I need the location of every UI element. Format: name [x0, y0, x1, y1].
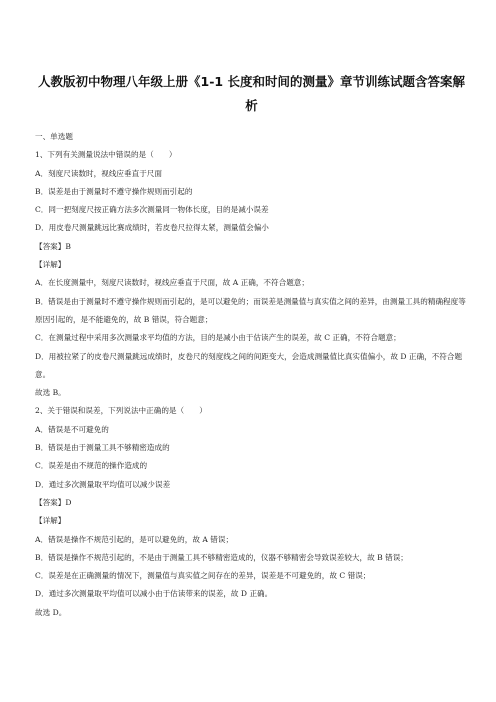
- title-line-1: 人教版初中物理八年级上册《1-1 长度和时间的测量》章节训练试题含答案解: [38, 74, 465, 89]
- conclusion: 故选 D。: [35, 607, 67, 617]
- question-stem: 1、下列有关测量说法中错误的是（ ）: [35, 150, 177, 160]
- explanation-b: B．错误是由于测量时不遵守操作规则而引起的，是可以避免的；而误差是测量值与真实值之间的差异，由测量工具的精确程度等原因引起的，是不能避免的，故 B 错误，符合题意；: [35, 296, 466, 324]
- option-c: C．误差是由不规范的操作造成的: [35, 461, 148, 471]
- explanation-a: A．在长度测量中，刻度尺读数时，视线应垂直于尺面，故 A 正确，不符合题意；: [35, 278, 309, 288]
- option-a: A．刻度尺读数时，视线应垂直于尺面: [35, 168, 162, 178]
- option-b: B．错误是由于测量工具不够精密造成的: [35, 443, 170, 453]
- option-d: D．通过多次测量取平均值可以减少误差: [35, 479, 171, 489]
- document-body: [35, 128, 468, 622]
- option-c: C．同一把刻度尺按正确方法多次测量同一物体长度，目的是减小误差: [35, 205, 269, 215]
- question-2: [35, 402, 468, 622]
- explanation-d: D．用被拉紧了的皮卷尺测量跳远成绩时，皮卷尺的刻度线之间的间距变大，会造成测量值比真实值偏小，故 D 正确，不符合题意。: [35, 351, 463, 379]
- option-a: A．错误是不可避免的: [35, 424, 109, 434]
- title-line-2: 析: [245, 98, 258, 113]
- answer-label: 【答案】B: [35, 241, 71, 251]
- section-heading: 一、单选题: [35, 132, 73, 141]
- explanation-a: A．错误是操作不规范引起的，是可以避免的，故 A 错误；: [35, 534, 234, 544]
- explanation-b: B．错误是操作不规范引起的，不是由于测量工具不够精密造成的，仪器不够精密会导致误差较大，故 B 错误；: [35, 552, 408, 562]
- explanation-d: D．通过多次测量取平均值可以减小由于估读带来的误差，故 D 正确。: [35, 589, 273, 599]
- document-title: [35, 0, 468, 118]
- question-1: [35, 146, 468, 402]
- option-b: B．误差是由于测量时不遵守操作规则而引起的: [35, 186, 193, 196]
- option-d: D．用皮卷尺测量跳远比赛成绩时，若皮卷尺拉得太紧，测量值会偏小: [35, 223, 269, 233]
- explanation-label: 【详解】: [35, 260, 66, 270]
- conclusion: 故选 B。: [35, 388, 66, 398]
- explanation-label: 【详解】: [35, 516, 66, 526]
- explanation-c: C．误差是在正确测量的情况下，测量值与真实值之间存在的差异，误差是不可避免的，故 C 错误；: [35, 571, 371, 581]
- explanation-c: C．在测量过程中采用多次测量求平均值的方法，目的是减小由于估读产生的误差，故 C 正确，不符合题意；: [35, 333, 401, 343]
- question-stem: 2、关于错误和误差，下列说法中正确的是（ ）: [35, 406, 207, 416]
- answer-label: 【答案】D: [35, 497, 72, 507]
